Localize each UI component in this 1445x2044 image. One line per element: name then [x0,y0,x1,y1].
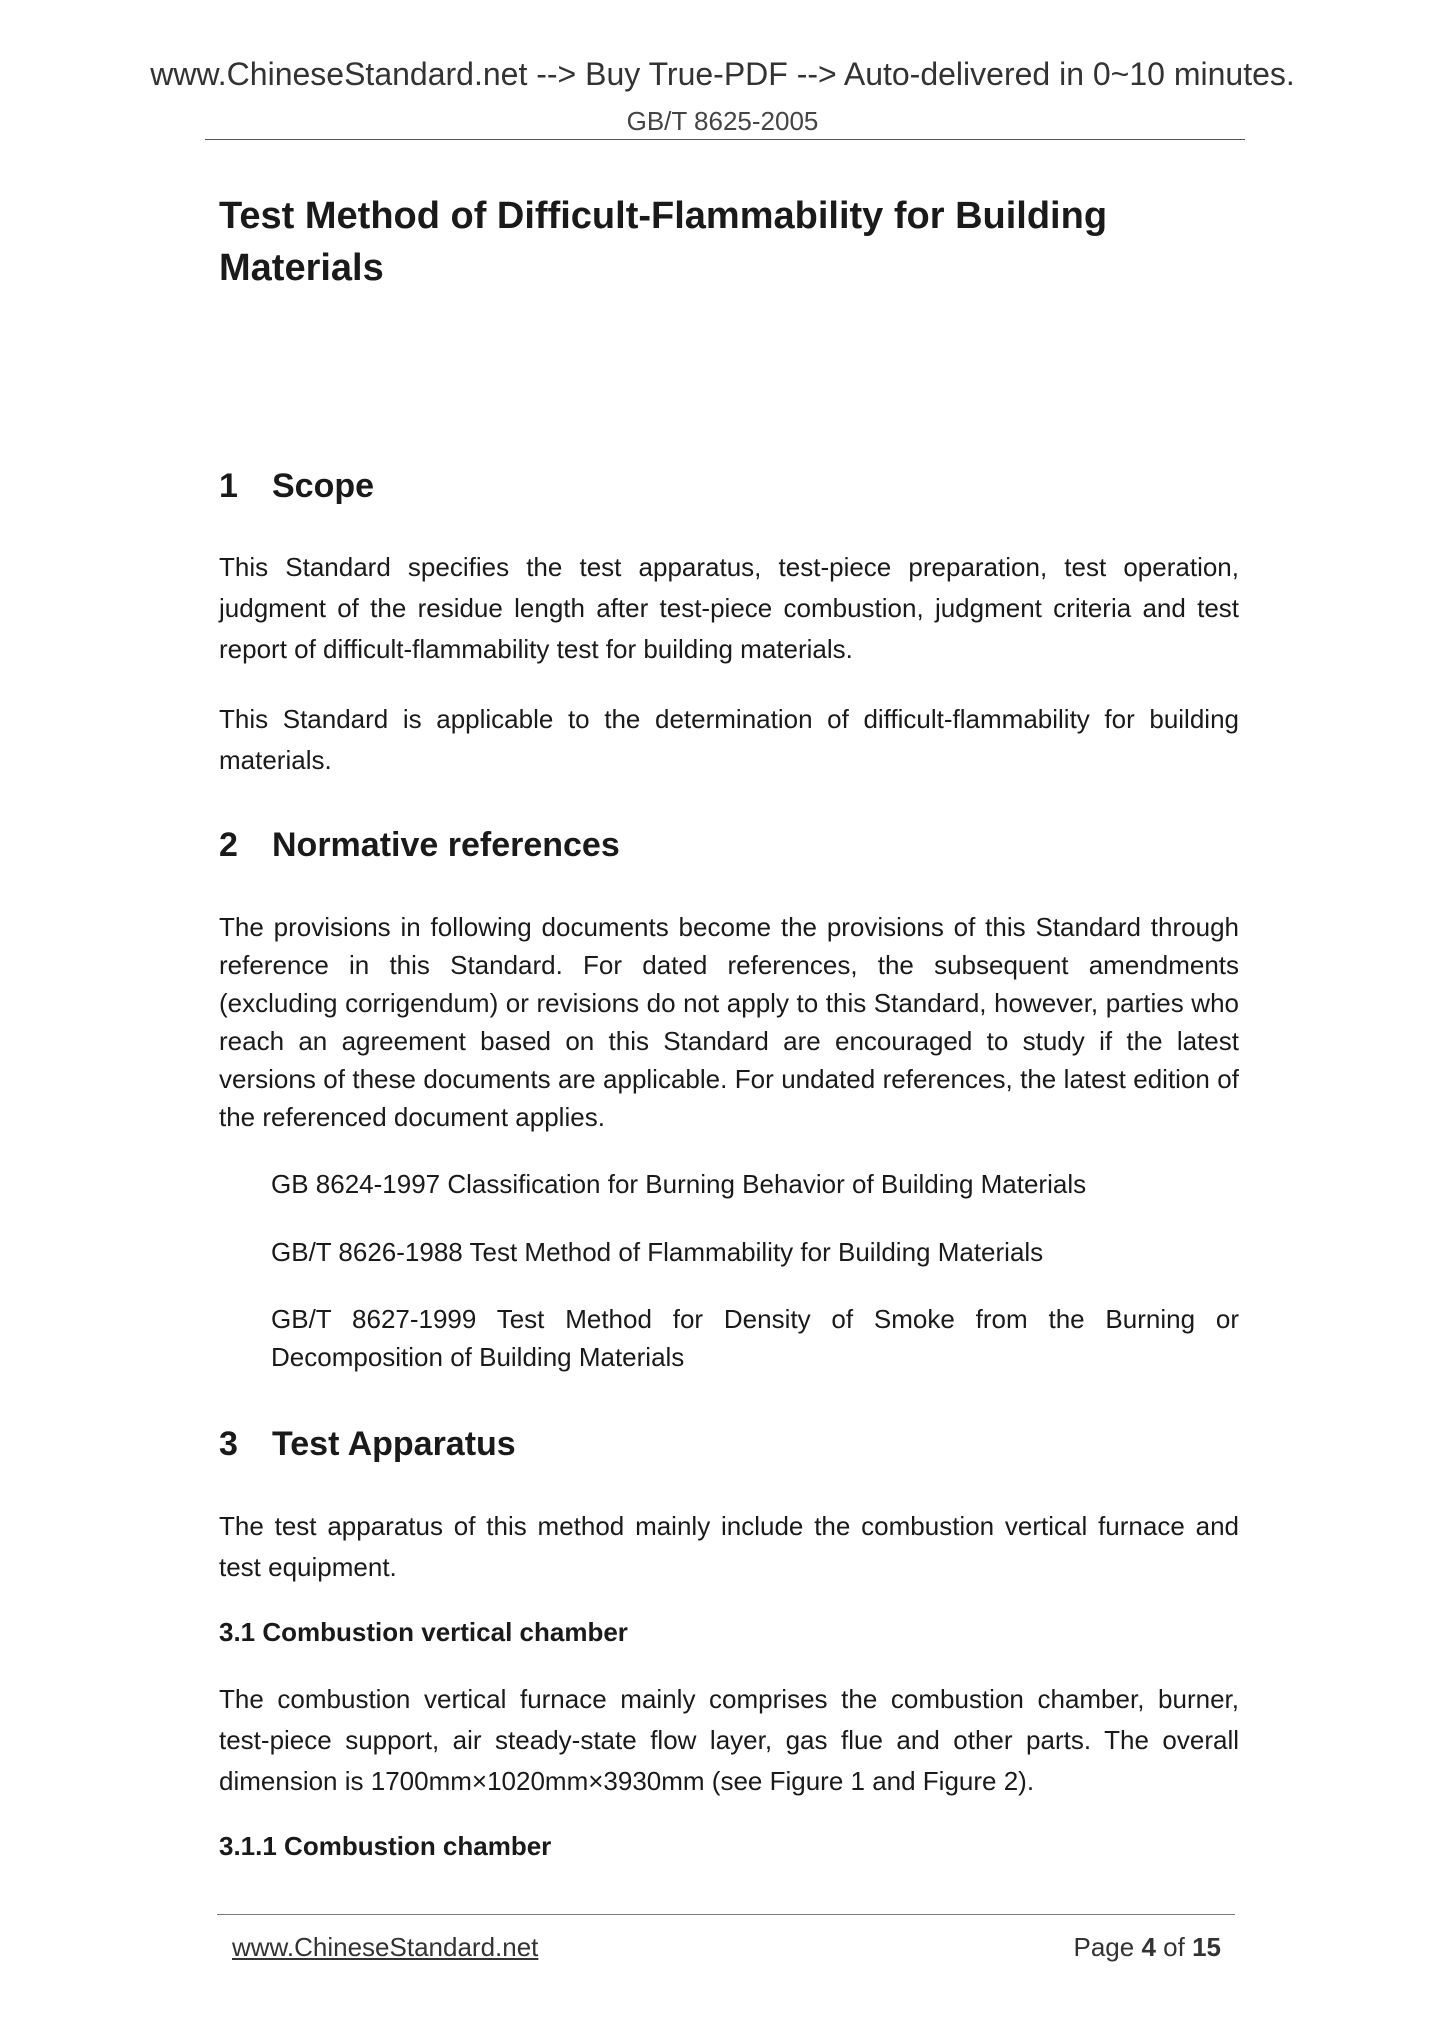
reference-item: GB 8624-1997 Classification for Burning Behavior of Building Materials [271,1169,1087,1199]
paragraph: This Standard is applicable to the determination of difficult-flammability for building materials. [219,704,1239,775]
page-indicator [1073,1932,1221,1963]
section-title: Scope [272,467,375,505]
page-total: 15 [1192,1932,1221,1962]
footer-divider [217,1914,1235,1915]
footer-website-link[interactable]: www.ChineseStandard.net [232,1932,539,1962]
page-current: 4 [1141,1932,1156,1962]
section-2-heading [219,823,1239,867]
subsection-heading: 3.1.1 Combustion chamber [219,1831,552,1861]
paragraph: The test apparatus of this method mainly include the combustion vertical furnace and test equipment. [219,1511,1239,1582]
header-divider [205,139,1245,140]
section-number: 3 [219,1425,238,1463]
document-body [219,190,1239,1864]
page-label: Page [1073,1932,1135,1962]
reference-item: GB/T 8626-1988 Test Method of Flammability for Building Materials [271,1237,1044,1267]
paragraph: This Standard specifies the test apparatus, test-piece preparation, test operation, judgment of the residue length after test-piece combustion, judgment criteria and test report of difficult-flammability test for building materials. [219,552,1239,664]
header-banner: www.ChineseStandard.net --> Buy True-PDF --> Auto-delivered in 0~10 minutes. [150,56,1295,92]
section-number: 2 [219,826,238,864]
document-title: Test Method of Difficult-Flammability for Building Materials [219,195,1108,289]
section-title: Test Apparatus [272,1425,516,1463]
subsection-heading: 3.1 Combustion vertical chamber [219,1617,628,1647]
section-3-heading [219,1422,1239,1466]
reference-item: GB/T 8627-1999 Test Method for Density of Smoke from the Burning or Decomposition of Building Materials [271,1304,1239,1372]
paragraph: The combustion vertical furnace mainly comprises the combustion chamber, burner, test-piece support, air steady-state flow layer, gas flue and other parts. The overall dimension is 1700mm×1020mm×3930mm (see Figure 1 and Figure 2). [219,1684,1239,1796]
section-number: 1 [219,467,238,505]
section-title: Normative references [272,826,620,864]
standard-number: GB/T 8625-2005 [626,106,819,136]
page-of-label: of [1163,1932,1185,1962]
paragraph: The provisions in following documents become the provisions of this Standard through reference in this Standard. For dated references, the subsequent amendments (excluding corrigendum) or revisions do not apply to this Standard, however, parties who reach an agreement based on this Standard are encouraged to study if the latest versions of these documents are applicable. For undated references, the latest edition of the referenced document applies. [219,912,1239,1132]
section-1-heading [219,464,1239,508]
